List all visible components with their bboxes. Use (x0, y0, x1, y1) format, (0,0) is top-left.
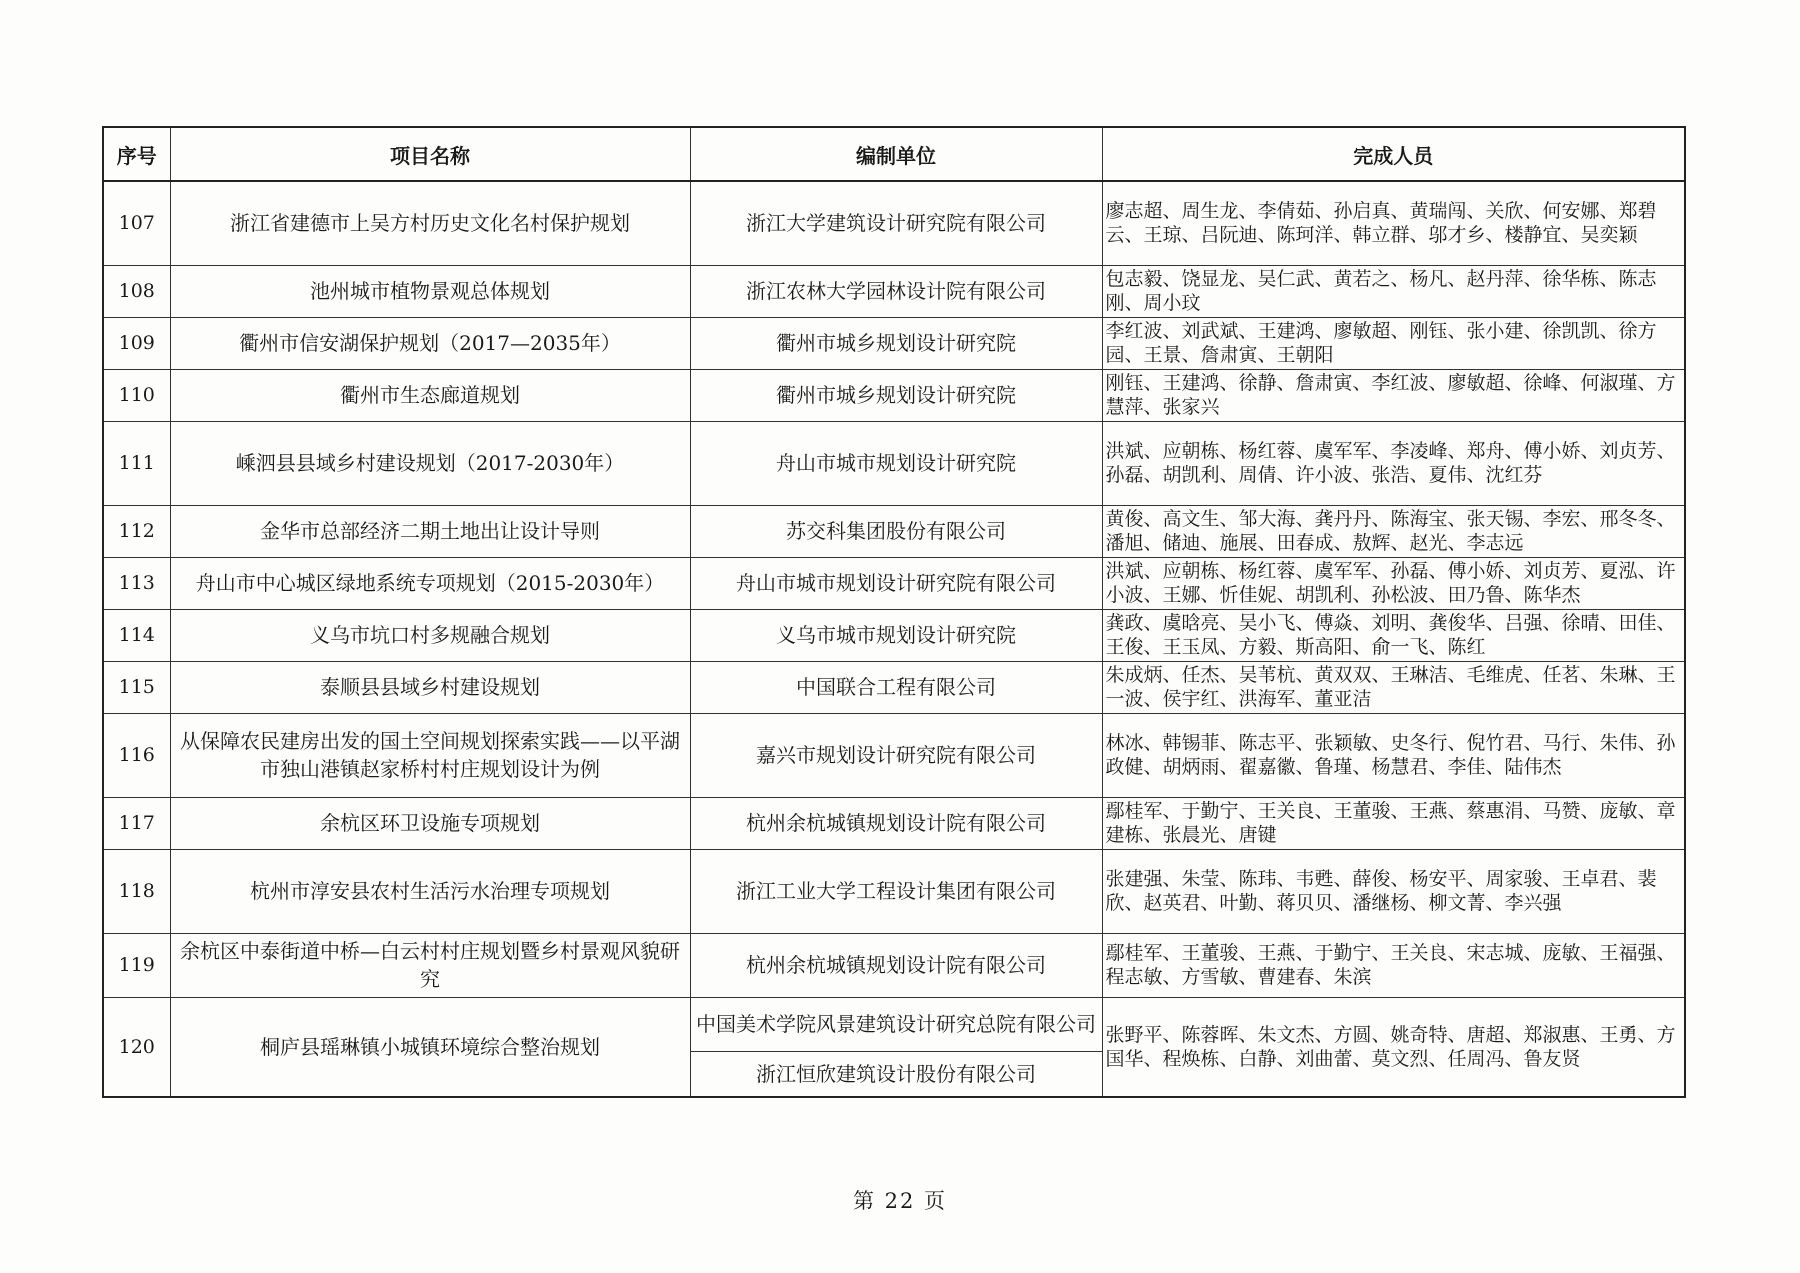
project-name: 嵊泗县县域乡村建设规划（2017-2030年） (170, 421, 690, 505)
project-name: 义乌市坑口村多规融合规划 (170, 609, 690, 661)
table-row (103, 997, 1685, 1051)
team-members: 刚钰、王建鸿、徐静、詹肃寅、李红波、廖敏超、徐峰、何淑瑾、方慧萍、张家兴 (1102, 369, 1685, 421)
table-row (103, 369, 1685, 421)
compiling-unit: 嘉兴市规划设计研究院有限公司 (690, 713, 1102, 797)
row-number: 119 (103, 933, 170, 997)
team-members: 廖志超、周生龙、李倩茹、孙启真、黄瑞闯、关欣、何安娜、郑碧云、王琼、吕阮迪、陈珂洋、韩立群、邬才乡、楼静宜、吴奕颖 (1102, 181, 1685, 265)
table-row (103, 265, 1685, 317)
row-number: 107 (103, 181, 170, 265)
compiling-unit: 浙江大学建筑设计研究院有限公司 (690, 181, 1102, 265)
table-row (103, 609, 1685, 661)
row-number: 108 (103, 265, 170, 317)
row-number: 112 (103, 505, 170, 557)
project-name: 从保障农民建房出发的国土空间规划探索实践——以平湖市独山港镇赵家桥村村庄规划设计为例 (170, 713, 690, 797)
compiling-unit: 中国联合工程有限公司 (690, 661, 1102, 713)
row-number: 118 (103, 849, 170, 933)
team-members: 龚政、虞晗亮、吴小飞、傅焱、刘明、龚俊华、吕强、徐晴、田佳、王俊、王玉凤、方毅、斯高阳、俞一飞、陈红 (1102, 609, 1685, 661)
team-members: 洪斌、应朝栋、杨红蓉、虞军军、李凌峰、郑舟、傅小娇、刘贞芳、孙磊、胡凯利、周倩、许小波、张浩、夏伟、沈红芬 (1102, 421, 1685, 505)
project-name: 浙江省建德市上吴方村历史文化名村保护规划 (170, 181, 690, 265)
team-members: 黄俊、高文生、邹大海、龚丹丹、陈海宝、张天锡、李宏、邢冬冬、潘旭、储迪、施展、田春成、敖辉、赵光、李志远 (1102, 505, 1685, 557)
compiling-unit: 浙江恒欣建筑设计股份有限公司 (690, 1051, 1102, 1097)
table-row (103, 181, 1685, 265)
team-members: 鄢桂军、于勤宁、王关良、王董骏、王燕、蔡惠涓、马赞、庞敏、章建栋、张晨光、唐键 (1102, 797, 1685, 849)
compiling-unit: 衢州市城乡规划设计研究院 (690, 317, 1102, 369)
compiling-unit: 苏交科集团股份有限公司 (690, 505, 1102, 557)
team-members: 李红波、刘武斌、王建鸿、廖敏超、刚钰、张小建、徐凯凯、徐方园、王景、詹肃寅、王朝阳 (1102, 317, 1685, 369)
project-name: 衢州市生态廊道规划 (170, 369, 690, 421)
header-project-name: 项目名称 (170, 127, 690, 181)
row-number: 111 (103, 421, 170, 505)
compiling-unit: 舟山市城市规划设计研究院有限公司 (690, 557, 1102, 609)
page-number: 第 22 页 (852, 1189, 948, 1213)
row-number: 113 (103, 557, 170, 609)
table-header-row (103, 127, 1685, 181)
project-name: 余杭区中泰街道中桥—白云村村庄规划暨乡村景观风貌研究 (170, 933, 690, 997)
row-number: 116 (103, 713, 170, 797)
table-row (103, 713, 1685, 797)
row-number: 114 (103, 609, 170, 661)
team-members: 张建强、朱莹、陈玮、韦甦、薛俊、杨安平、周家骏、王卓君、裴欣、赵英君、叶勤、蒋贝贝、潘继杨、柳文菁、李兴强 (1102, 849, 1685, 933)
table-row (103, 797, 1685, 849)
table-row (103, 849, 1685, 933)
table-row (103, 557, 1685, 609)
table-row (103, 317, 1685, 369)
team-members: 鄢桂军、王董骏、王燕、于勤宁、王关良、宋志城、庞敏、王福强、程志敏、方雪敏、曹建春、朱滨 (1102, 933, 1685, 997)
compiling-unit: 义乌市城市规划设计研究院 (690, 609, 1102, 661)
compiling-unit: 衢州市城乡规划设计研究院 (690, 369, 1102, 421)
row-number: 120 (103, 997, 170, 1097)
compiling-unit: 舟山市城市规划设计研究院 (690, 421, 1102, 505)
compiling-unit: 浙江农林大学园林设计院有限公司 (690, 265, 1102, 317)
compiling-unit: 杭州余杭城镇规划设计院有限公司 (690, 797, 1102, 849)
header-people: 完成人员 (1102, 127, 1685, 181)
team-members: 朱成炳、任杰、吴苇杭、黄双双、王琳洁、毛维虎、任茗、朱琳、王一波、侯宇红、洪海军、董亚洁 (1102, 661, 1685, 713)
team-members: 林冰、韩锡菲、陈志平、张颖敏、史冬行、倪竹君、马行、朱伟、孙政健、胡炳雨、翟嘉徽、鲁瑾、杨慧君、李佳、陆伟杰 (1102, 713, 1685, 797)
project-name: 余杭区环卫设施专项规划 (170, 797, 690, 849)
row-number: 115 (103, 661, 170, 713)
team-members: 洪斌、应朝栋、杨红蓉、虞军军、孙磊、傅小娇、刘贞芳、夏泓、许小波、王娜、忻佳妮、胡凯利、孙松波、田乃鲁、陈华杰 (1102, 557, 1685, 609)
row-number: 110 (103, 369, 170, 421)
row-number: 117 (103, 797, 170, 849)
project-name: 桐庐县瑶琳镇小城镇环境综合整治规划 (170, 997, 690, 1097)
table-row (103, 505, 1685, 557)
row-number: 109 (103, 317, 170, 369)
projects-table (102, 126, 1686, 1098)
team-members: 包志毅、饶显龙、吴仁武、黄若之、杨凡、赵丹萍、徐华栋、陈志刚、周小玟 (1102, 265, 1685, 317)
table-row (103, 421, 1685, 505)
project-name: 衢州市信安湖保护规划（2017—2035年） (170, 317, 690, 369)
project-name: 杭州市淳安县农村生活污水治理专项规划 (170, 849, 690, 933)
table-row (103, 661, 1685, 713)
project-name: 金华市总部经济二期土地出让设计导则 (170, 505, 690, 557)
team-members: 张野平、陈蓉晖、朱文杰、方圆、姚奇特、唐超、郑淑惠、王勇、方国华、程焕栋、白静、刘曲蕾、莫文烈、任周冯、鲁友贤 (1102, 997, 1685, 1097)
header-no: 序号 (103, 127, 170, 181)
project-name: 泰顺县县域乡村建设规划 (170, 661, 690, 713)
header-unit: 编制单位 (690, 127, 1102, 181)
table-row (103, 933, 1685, 997)
project-name: 池州城市植物景观总体规划 (170, 265, 690, 317)
compiling-unit: 中国美术学院风景建筑设计研究总院有限公司 (690, 997, 1102, 1051)
project-name: 舟山市中心城区绿地系统专项规划（2015-2030年） (170, 557, 690, 609)
compiling-unit: 杭州余杭城镇规划设计院有限公司 (690, 933, 1102, 997)
compiling-unit: 浙江工业大学工程设计集团有限公司 (690, 849, 1102, 933)
